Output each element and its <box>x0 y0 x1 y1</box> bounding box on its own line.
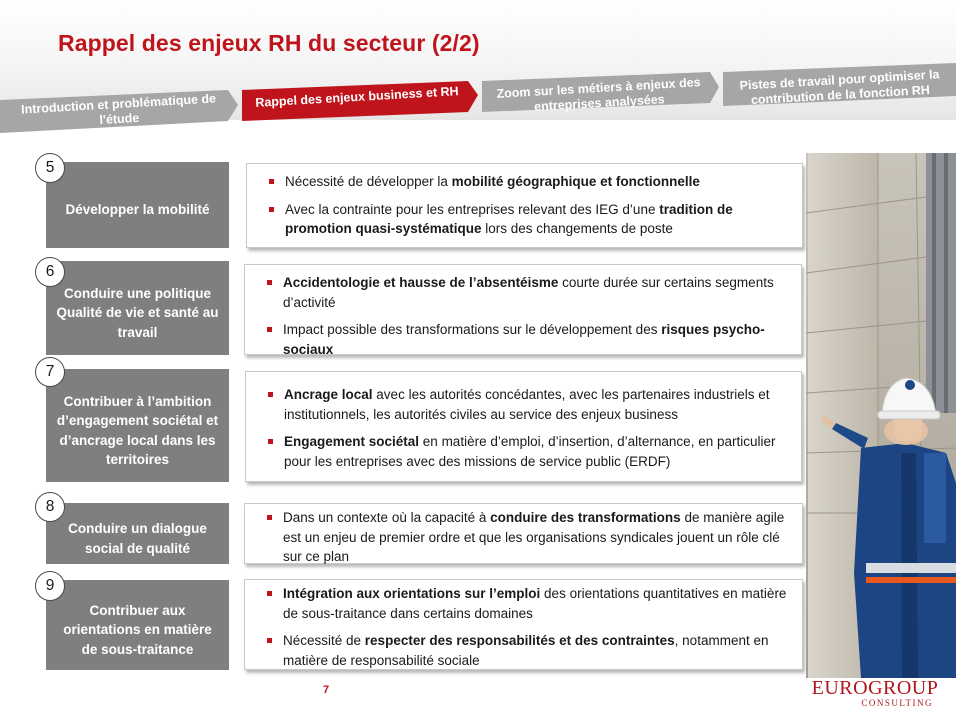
row-5-content <box>246 163 803 248</box>
row-7-content <box>245 371 802 482</box>
bullet-text: des orientations quantitatives en matière de sous-traitance dans certains domaines <box>283 586 787 621</box>
bullet-text: avec les autorités concédantes, avec les partenaires industriels et institutionnels, les autorités civiles au service des enjeux business <box>284 387 770 422</box>
logo-main-text: EUROGROUP <box>811 677 939 699</box>
nav-step-enjeux[interactable]: Rappel des enjeux business et RH <box>254 84 459 110</box>
row-7-bullet-1 <box>258 385 789 424</box>
bullet-emphasis: Engagement sociétal <box>284 434 420 449</box>
bullet-text: Nécessité de <box>283 633 365 648</box>
bullet-emphasis: conduire des transformations <box>490 510 681 525</box>
industrial-worker-photo <box>806 153 956 678</box>
nav-step-1-shape[interactable] <box>0 90 238 133</box>
row-8-number: 8 <box>35 492 65 522</box>
row-6-bullet-2 <box>257 320 789 359</box>
row-7-number: 7 <box>35 357 65 387</box>
bullet-emphasis: risques psycho-sociaux <box>283 322 765 357</box>
nav-step-pistes[interactable]: Pistes de travail pour optimiser la contribution de la fonction RH <box>739 67 940 108</box>
bullet-emphasis: respecter des responsabilités et des contraintes <box>364 633 675 648</box>
row-7-bullet-2 <box>258 432 789 471</box>
row-6-bullet-1 <box>257 273 789 312</box>
bullet-emphasis: Intégration aux orientations sur l’emploi <box>283 586 541 601</box>
row-5-bullet-2 <box>259 200 790 239</box>
row-9-number: 9 <box>35 571 65 601</box>
eurogroup-logo <box>805 678 945 710</box>
bullet-text: Nécessité de développer la <box>285 174 452 189</box>
bullet-text: courte durée sur certains segments d’activité <box>283 275 774 310</box>
logo-sub-text: CONSULTING <box>861 698 933 708</box>
bullet-text: en matière d’emploi, d’insertion, d’alternance, en particulier pour les entreprises avec des missions de service public (ERDF) <box>284 434 776 469</box>
progress-nav <box>0 66 956 136</box>
row-8-bullet-1 <box>257 508 790 567</box>
bullet-text: de manière agile est un enjeu de premier ordre et que les organisations syndicales jouent un rôle clé sur ce plan <box>283 510 785 564</box>
row-9-bullet-1 <box>257 584 790 623</box>
bullet-emphasis: mobilité géographique et fonctionnelle <box>451 174 700 189</box>
row-8-content <box>244 503 803 564</box>
row-9-label: Contribuer aux orientations en matière de sous-traitance <box>46 580 229 670</box>
row-5-number: 5 <box>35 153 65 183</box>
nav-step-introduction[interactable]: Introduction et problématique de l'étude <box>20 91 217 128</box>
page-title: Rappel des enjeux RH du secteur (2/2) <box>58 30 480 56</box>
row-6-number: 6 <box>35 257 65 287</box>
bullet-text: Avec la contrainte pour les entreprises relevant des IEG d’une <box>285 201 660 217</box>
row-6-label: Conduire une politique Qualité de vie et santé au travail <box>46 261 229 355</box>
bullet-text: lors des changements de poste <box>481 221 673 236</box>
row-9-content <box>244 579 803 670</box>
bullet-emphasis: Accidentologie et hausse de l’absentéisme <box>283 275 559 290</box>
nav-step-3-shape[interactable] <box>482 72 719 112</box>
bullet-emphasis: Ancrage local <box>284 387 373 402</box>
row-9-bullet-2 <box>257 631 790 670</box>
row-5-label: Développer la mobilité <box>46 162 229 248</box>
bullet-text: Impact possible des transformations sur le développement des <box>283 322 662 337</box>
row-6-content <box>244 264 802 355</box>
nav-step-4-shape[interactable] <box>723 63 956 106</box>
row-8-label: Conduire un dialogue social de qualité <box>46 503 229 564</box>
page-number: 7 <box>323 684 330 696</box>
row-5-bullet-1 <box>259 172 790 192</box>
nav-step-metiers[interactable]: Zoom sur les métiers à enjeux des entreprises analysées <box>496 75 701 114</box>
bullet-emphasis: tradition de promotion quasi-systématique <box>285 201 733 236</box>
row-7-label: Contribuer à l’ambition d’engagement sociétal et d’ancrage local dans les territoires <box>46 369 229 482</box>
bullet-text: Dans un contexte où la capacité à <box>283 510 491 525</box>
nav-step-2-shape[interactable] <box>242 81 478 121</box>
bullet-text: , notamment en matière de responsabilité sociale <box>283 633 769 668</box>
